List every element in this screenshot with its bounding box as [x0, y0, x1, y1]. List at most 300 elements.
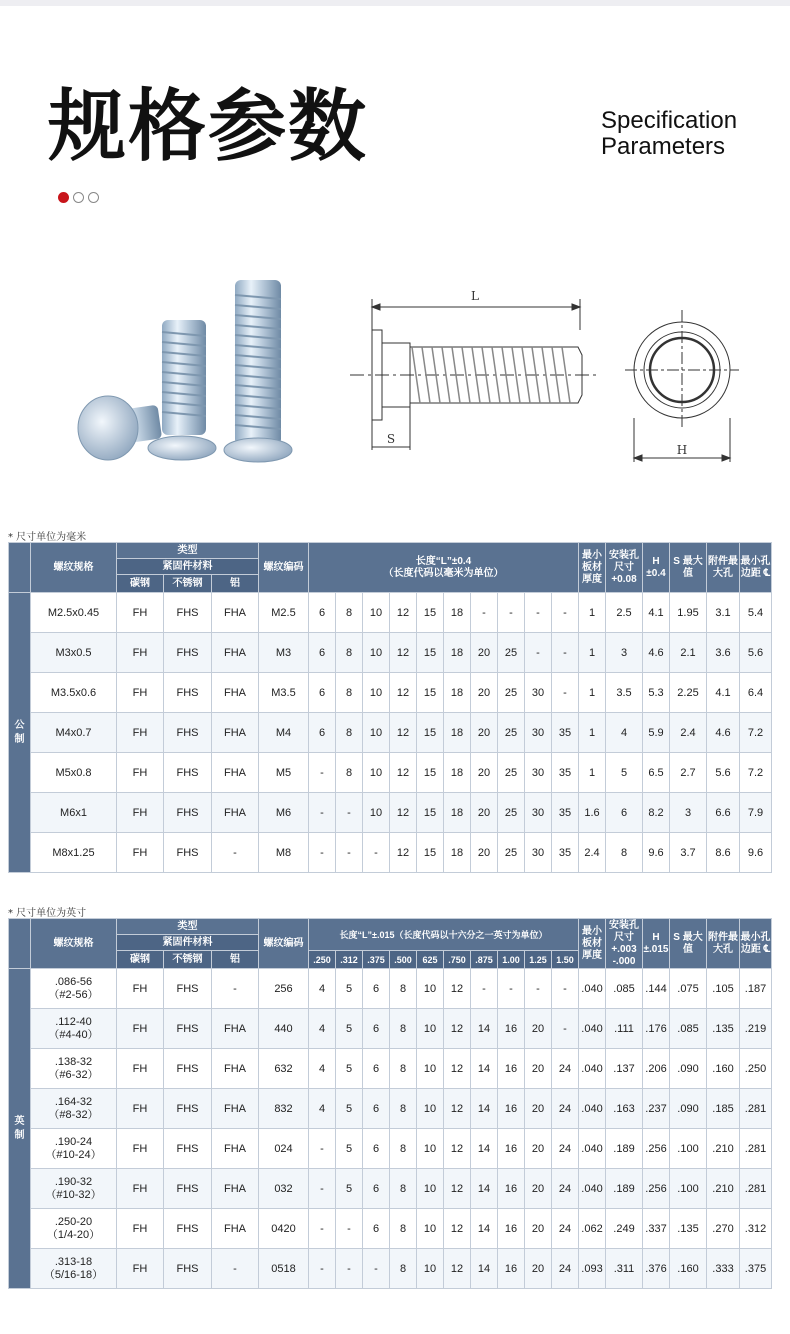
min-sheet-cell: 1	[579, 713, 606, 753]
length-cell: 35	[552, 793, 579, 833]
length-cell: 8	[390, 1049, 417, 1089]
length-cell: -	[525, 969, 552, 1009]
thread-spec-cell: M3.5x0.6	[31, 673, 117, 713]
length-cell: 6	[363, 1049, 390, 1089]
length-cell: -	[471, 593, 498, 633]
thread-spec-cell	[31, 1169, 117, 1209]
max-hole-cell: 8.6	[707, 833, 740, 873]
min-sheet-cell: .093	[579, 1249, 606, 1289]
max-hole-cell: .270	[707, 1209, 740, 1249]
h-cell: .337	[643, 1209, 670, 1249]
length-cell: 8	[336, 673, 363, 713]
length-cell: -	[363, 1249, 390, 1289]
length-cell: 8	[390, 1009, 417, 1049]
max-hole-cell: 3.6	[707, 633, 740, 673]
thread-spec-size: .138-32	[54, 1055, 93, 1068]
table-row	[9, 793, 772, 833]
h-cell: .237	[643, 1089, 670, 1129]
length-cell: 6	[363, 1129, 390, 1169]
col-thread-code: 螺纹编码	[259, 919, 309, 969]
col-min-sheet: 最小板材厚度	[579, 919, 606, 969]
col-thread-code: 螺纹编码	[259, 543, 309, 593]
length-cell: 24	[552, 1049, 579, 1089]
col-length: 长度“L”±.015（长度代码以十六分之一英寸为单位）	[309, 919, 579, 951]
length-cell: 10	[363, 713, 390, 753]
table-row	[9, 1209, 772, 1249]
table-row	[9, 673, 772, 713]
length-code-header: 1.25	[525, 951, 552, 969]
aluminum-cell: FHA	[212, 633, 259, 673]
length-cell: 6	[363, 1089, 390, 1129]
thread-spec-cell	[31, 969, 117, 1009]
length-code-header: .375	[363, 951, 390, 969]
length-cell: 8	[336, 633, 363, 673]
indicator-dot-active	[58, 192, 69, 203]
thread-code-cell: 032	[259, 1169, 309, 1209]
thread-code-cell: M3.5	[259, 673, 309, 713]
stainless-cell: FHS	[164, 1209, 212, 1249]
imperial-spec-table	[8, 918, 772, 1289]
aluminum-cell: -	[212, 969, 259, 1009]
length-cell: 14	[471, 1209, 498, 1249]
hole-size-cell: .311	[606, 1249, 643, 1289]
length-cell: 10	[363, 753, 390, 793]
length-cell: 5	[336, 1129, 363, 1169]
s-cell: 2.7	[670, 753, 707, 793]
thread-code-cell: 256	[259, 969, 309, 1009]
aluminum-cell: FHA	[212, 593, 259, 633]
col-h: H ±.015	[643, 919, 670, 969]
length-cell: 30	[525, 833, 552, 873]
length-cell: 20	[471, 793, 498, 833]
length-cell: 10	[417, 1049, 444, 1089]
hole-size-cell: .189	[606, 1169, 643, 1209]
front-view-drawing	[625, 310, 740, 470]
dim-label-h: H	[676, 443, 688, 457]
carbon-steel-cell: FH	[117, 1249, 164, 1289]
col-type: 类型	[117, 919, 259, 935]
length-cell: -	[336, 1249, 363, 1289]
min-sheet-cell: 1	[579, 633, 606, 673]
length-cell: 6	[363, 1169, 390, 1209]
length-cell: 16	[498, 1129, 525, 1169]
length-cell: 15	[417, 793, 444, 833]
min-edge-cell: .312	[740, 1209, 772, 1249]
hole-size-cell: 8	[606, 833, 643, 873]
min-edge-cell: 6.4	[740, 673, 772, 713]
length-cell: 25	[498, 833, 525, 873]
length-cell: 25	[498, 793, 525, 833]
s-cell: 2.1	[670, 633, 707, 673]
length-cell: 6	[309, 713, 336, 753]
h-cell: .206	[643, 1049, 670, 1089]
length-cell: 20	[525, 1209, 552, 1249]
carbon-steel-cell: FH	[117, 1209, 164, 1249]
max-hole-cell: .185	[707, 1089, 740, 1129]
carbon-steel-cell: FH	[117, 1049, 164, 1089]
length-cell: -	[525, 593, 552, 633]
aluminum-cell: FHA	[212, 713, 259, 753]
thread-spec-number: （#8-32）	[48, 1108, 99, 1121]
min-sheet-cell: .040	[579, 969, 606, 1009]
min-edge-cell: 7.2	[740, 753, 772, 793]
length-cell: 35	[552, 753, 579, 793]
min-edge-cell: .250	[740, 1049, 772, 1089]
length-cell: 4	[309, 969, 336, 1009]
thread-code-cell: 0420	[259, 1209, 309, 1249]
col-min-edge: 最小孔边距 ℄	[740, 543, 772, 593]
h-cell: 4.1	[643, 593, 670, 633]
thread-code-cell: M2.5	[259, 593, 309, 633]
hole-size-cell: 5	[606, 753, 643, 793]
carbon-steel-cell: FH	[117, 593, 164, 633]
length-cell: 16	[498, 1049, 525, 1089]
hole-size-cell: .137	[606, 1049, 643, 1089]
length-cell: 15	[417, 673, 444, 713]
table-row	[9, 1089, 772, 1129]
stainless-cell: FHS	[164, 1169, 212, 1209]
table-row	[9, 593, 772, 633]
h-cell: 5.9	[643, 713, 670, 753]
length-cell: 12	[390, 633, 417, 673]
length-cell: 20	[525, 1009, 552, 1049]
thread-spec-cell: M4x0.7	[31, 713, 117, 753]
max-hole-cell: 6.6	[707, 793, 740, 833]
thread-spec-size: .250-20	[54, 1215, 93, 1228]
length-title: 长度“L”±0.4	[415, 555, 472, 567]
length-cell: 14	[471, 1009, 498, 1049]
h-cell: .144	[643, 969, 670, 1009]
table-row	[9, 1169, 772, 1209]
stainless-cell: FHS	[164, 1049, 212, 1089]
min-sheet-cell: 1	[579, 673, 606, 713]
thread-code-cell: 632	[259, 1049, 309, 1089]
length-cell: 18	[444, 833, 471, 873]
length-cell: 10	[417, 969, 444, 1009]
length-cell: 18	[444, 753, 471, 793]
dim-label-l: L	[471, 289, 479, 303]
thread-spec-number: （#2-56）	[48, 988, 99, 1001]
carbon-steel-cell: FH	[117, 793, 164, 833]
length-code-header: .750	[444, 951, 471, 969]
max-hole-cell: 3.1	[707, 593, 740, 633]
table-row	[9, 633, 772, 673]
stainless-cell: FHS	[164, 1009, 212, 1049]
stainless-cell: FHS	[164, 673, 212, 713]
length-cell: 8	[390, 1129, 417, 1169]
thread-spec-cell	[31, 1249, 117, 1289]
table-row	[9, 1129, 772, 1169]
length-cell: 15	[417, 833, 444, 873]
length-cell: 8	[336, 713, 363, 753]
s-cell: .160	[670, 1249, 707, 1289]
hole-size-cell: 4	[606, 713, 643, 753]
col-thread-spec: 螺纹规格	[31, 543, 117, 593]
thread-code-cell: 440	[259, 1009, 309, 1049]
length-code-header: .875	[471, 951, 498, 969]
length-cell: -	[309, 1209, 336, 1249]
metric-spec-table	[8, 542, 772, 873]
length-cell: -	[309, 1249, 336, 1289]
s-cell: .135	[670, 1209, 707, 1249]
length-cell: 18	[444, 633, 471, 673]
length-cell: 25	[498, 713, 525, 753]
carbon-steel-cell: FH	[117, 633, 164, 673]
thread-spec-number: （#6-32）	[48, 1068, 99, 1081]
thread-spec-cell	[31, 1049, 117, 1089]
length-cell: 24	[552, 1169, 579, 1209]
length-cell: 4	[309, 1049, 336, 1089]
thread-spec-size: .313-18	[54, 1255, 93, 1268]
section-side-label: 公 制	[9, 593, 31, 873]
length-cell: 10	[417, 1009, 444, 1049]
length-cell: 12	[444, 1249, 471, 1289]
length-cell: 16	[498, 1249, 525, 1289]
min-sheet-cell: 1	[579, 593, 606, 633]
thread-spec-cell	[31, 1089, 117, 1129]
col-aluminum: 铝	[212, 951, 259, 969]
thread-spec-number: （5/16-18）	[43, 1268, 104, 1281]
stainless-cell: FHS	[164, 1249, 212, 1289]
length-code-header: 625	[417, 951, 444, 969]
length-cell: 12	[444, 1089, 471, 1129]
length-cell: 35	[552, 713, 579, 753]
length-cell: -	[336, 793, 363, 833]
length-cell: 16	[498, 1089, 525, 1129]
length-cell: 15	[417, 713, 444, 753]
length-cell: 14	[471, 1089, 498, 1129]
length-cell: 16	[498, 1209, 525, 1249]
thread-spec-size: .112-40	[55, 1015, 92, 1028]
length-cell: 20	[471, 753, 498, 793]
s-cell: .090	[670, 1049, 707, 1089]
length-cell: 30	[525, 753, 552, 793]
min-sheet-cell: .040	[579, 1089, 606, 1129]
length-cell: -	[498, 593, 525, 633]
length-cell: 12	[444, 969, 471, 1009]
min-sheet-cell: .040	[579, 1169, 606, 1209]
aluminum-cell: FHA	[212, 1169, 259, 1209]
h-cell: .256	[643, 1129, 670, 1169]
length-cell: 4	[309, 1009, 336, 1049]
section-side-label: 英 制	[9, 969, 31, 1289]
thread-spec-size: .190-32	[54, 1175, 93, 1188]
min-edge-cell: 5.6	[740, 633, 772, 673]
hole-size-cell: .249	[606, 1209, 643, 1249]
length-cell: -	[552, 1009, 579, 1049]
length-cell: 20	[525, 1249, 552, 1289]
thread-spec-cell: M6x1	[31, 793, 117, 833]
max-hole-cell: .160	[707, 1049, 740, 1089]
col-hole-size: 安装孔尺寸+0.08	[606, 543, 643, 593]
col-h: H ±0.4	[643, 543, 670, 593]
length-cell: 15	[417, 593, 444, 633]
length-cell: 20	[525, 1129, 552, 1169]
carbon-steel-cell: FH	[117, 1169, 164, 1209]
min-sheet-cell: .040	[579, 1129, 606, 1169]
col-carbon-steel: 碳钢	[117, 951, 164, 969]
thread-code-cell: 832	[259, 1089, 309, 1129]
stainless-cell: FHS	[164, 793, 212, 833]
s-cell: .100	[670, 1169, 707, 1209]
length-cell: 10	[363, 673, 390, 713]
thread-code-cell: 0518	[259, 1249, 309, 1289]
s-cell: 1.95	[670, 593, 707, 633]
col-material: 紧固件材料	[117, 935, 259, 951]
length-cell: 24	[552, 1129, 579, 1169]
table-row	[9, 969, 772, 1009]
s-cell: .090	[670, 1089, 707, 1129]
s-cell: 3	[670, 793, 707, 833]
min-sheet-cell: .062	[579, 1209, 606, 1249]
length-cell: 8	[336, 753, 363, 793]
max-hole-cell: .333	[707, 1249, 740, 1289]
aluminum-cell: FHA	[212, 753, 259, 793]
col-hole-size: 安装孔尺寸+.003 -.000	[606, 919, 643, 969]
aluminum-cell: FHA	[212, 673, 259, 713]
length-cell: 6	[363, 1209, 390, 1249]
h-cell: 4.6	[643, 633, 670, 673]
s-cell: 2.25	[670, 673, 707, 713]
length-cell: 12	[444, 1169, 471, 1209]
length-cell: 20	[525, 1169, 552, 1209]
aluminum-cell: FHA	[212, 1209, 259, 1249]
min-sheet-cell: 2.4	[579, 833, 606, 873]
aluminum-cell: -	[212, 1249, 259, 1289]
carbon-steel-cell: FH	[117, 1009, 164, 1049]
stainless-cell: FHS	[164, 1089, 212, 1129]
length-cell: 10	[363, 593, 390, 633]
min-sheet-cell: 1	[579, 753, 606, 793]
length-cell: 12	[390, 753, 417, 793]
thread-spec-cell: M3x0.5	[31, 633, 117, 673]
stainless-cell: FHS	[164, 833, 212, 873]
min-edge-cell: 9.6	[740, 833, 772, 873]
min-edge-cell: .187	[740, 969, 772, 1009]
thread-spec-cell	[31, 1129, 117, 1169]
h-cell: 5.3	[643, 673, 670, 713]
length-cell: 18	[444, 793, 471, 833]
max-hole-cell: 4.6	[707, 713, 740, 753]
length-cell: 6	[309, 633, 336, 673]
length-cell: 16	[498, 1169, 525, 1209]
thread-spec-cell: M2.5x0.45	[31, 593, 117, 633]
thread-code-cell: M4	[259, 713, 309, 753]
length-cell: 18	[444, 593, 471, 633]
page-title: 规格参数	[48, 82, 369, 172]
s-cell: .085	[670, 1009, 707, 1049]
indicator-dot	[73, 192, 84, 203]
length-cell: 15	[417, 633, 444, 673]
length-cell: 14	[471, 1249, 498, 1289]
length-cell: -	[309, 793, 336, 833]
h-cell: 8.2	[643, 793, 670, 833]
carbon-steel-cell: FH	[117, 673, 164, 713]
length-cell: 25	[498, 673, 525, 713]
length-cell: 6	[309, 673, 336, 713]
subtitle-line-1: Specification	[601, 107, 738, 134]
corner-cell	[9, 543, 31, 593]
thread-spec-cell: M8x1.25	[31, 833, 117, 873]
dim-label-s: S	[386, 432, 396, 446]
length-cell: 18	[444, 713, 471, 753]
length-cell: 12	[444, 1129, 471, 1169]
thread-spec-number: （#10-24）	[45, 1148, 102, 1161]
thread-code-cell: M8	[259, 833, 309, 873]
aluminum-cell: FHA	[212, 793, 259, 833]
length-cell: -	[498, 969, 525, 1009]
col-s: S 最大值	[670, 919, 707, 969]
aluminum-cell: FHA	[212, 1089, 259, 1129]
length-cell: 20	[471, 833, 498, 873]
length-subtitle: （长度代码以毫米为单位）	[383, 567, 504, 579]
col-type: 类型	[117, 543, 259, 559]
aluminum-cell: -	[212, 833, 259, 873]
max-hole-cell: .210	[707, 1169, 740, 1209]
length-cell: 8	[336, 593, 363, 633]
hole-size-cell: 3.5	[606, 673, 643, 713]
hole-size-cell: .163	[606, 1089, 643, 1129]
min-edge-cell: 7.9	[740, 793, 772, 833]
thread-spec-size: .190-24	[54, 1135, 93, 1148]
length-cell: 5	[336, 1049, 363, 1089]
thread-spec-size: .164-32	[54, 1095, 93, 1108]
min-sheet-cell: 1.6	[579, 793, 606, 833]
length-cell: 14	[471, 1169, 498, 1209]
length-cell: 12	[444, 1009, 471, 1049]
length-cell: 5	[336, 1169, 363, 1209]
length-cell: 30	[525, 713, 552, 753]
length-cell: 10	[363, 633, 390, 673]
carbon-steel-cell: FH	[117, 969, 164, 1009]
stainless-cell: FHS	[164, 969, 212, 1009]
length-cell: 10	[417, 1209, 444, 1249]
page-subtitle	[601, 108, 737, 160]
length-cell: 10	[417, 1089, 444, 1129]
col-carbon-steel: 碳钢	[117, 575, 164, 593]
length-cell: -	[336, 1209, 363, 1249]
min-sheet-cell: .040	[579, 1049, 606, 1089]
side-view-drawing	[350, 285, 600, 460]
table-row	[9, 833, 772, 873]
length-cell: 14	[471, 1129, 498, 1169]
length-cell: 12	[390, 713, 417, 753]
s-cell: .100	[670, 1129, 707, 1169]
hole-size-cell: 2.5	[606, 593, 643, 633]
stainless-cell: FHS	[164, 713, 212, 753]
h-cell: 9.6	[643, 833, 670, 873]
length-cell: -	[309, 1169, 336, 1209]
length-code-header: .500	[390, 951, 417, 969]
length-cell: 12	[444, 1209, 471, 1249]
thread-spec-cell	[31, 1209, 117, 1249]
s-cell: 2.4	[670, 713, 707, 753]
length-cell: 24	[552, 1249, 579, 1289]
hole-size-cell: 3	[606, 633, 643, 673]
length-cell: 6	[363, 1009, 390, 1049]
carbon-steel-cell: FH	[117, 833, 164, 873]
carbon-steel-cell: FH	[117, 753, 164, 793]
col-max-hole: 附件最大孔	[707, 919, 740, 969]
col-stainless: 不锈钢	[164, 951, 212, 969]
max-hole-cell: .210	[707, 1129, 740, 1169]
hole-size-cell: .085	[606, 969, 643, 1009]
thread-code-cell: M3	[259, 633, 309, 673]
min-edge-cell: 5.4	[740, 593, 772, 633]
length-code-header: .250	[309, 951, 336, 969]
thread-code-cell: M5	[259, 753, 309, 793]
length-cell: 25	[498, 753, 525, 793]
